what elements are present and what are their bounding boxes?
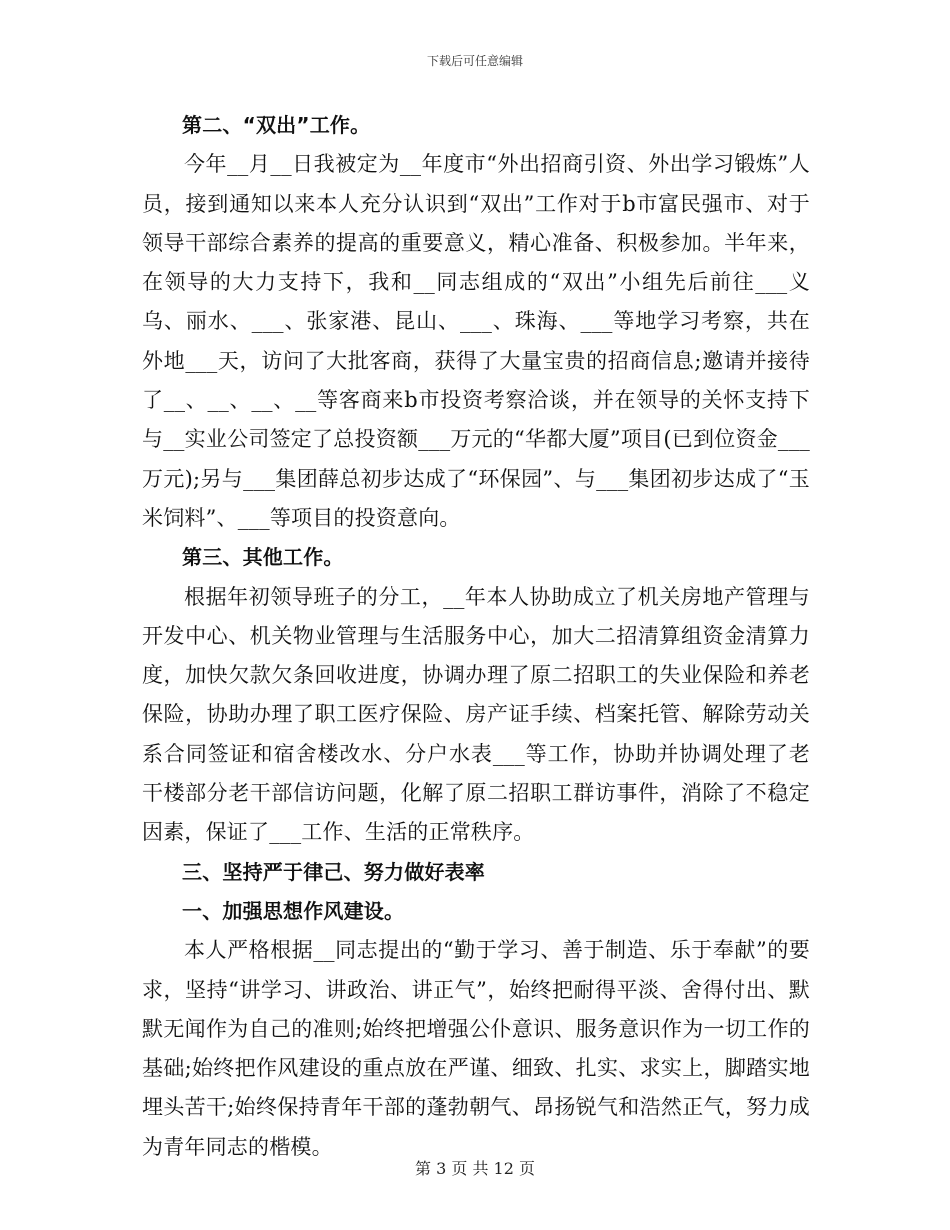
section-heading: 第二、“双出”工作。	[182, 113, 371, 137]
section-heading: 三、坚持严于律己、努力做好表率	[182, 859, 485, 884]
body-paragraph: 根据年初领导班子的分工，__年本人协助成立了机关房地产管理与开发中心、机关物业管理与生活服务中心，加大二招清算组资金清算力度，加快欠款欠条回收进度，协调办理了原二招职工的失业保险和养老保险，协助办理了职工医疗保险、房产证手续、档案托管、解除劳动关系合同签证和宿舍楼改水、分户水表___等工作，协助并协调处理了老干楼部分老干部信访问题，化解了原二招职工群访事件，消除了不稳定因素，保证了___工作、生活的正常秩序。	[142, 584, 810, 845]
body-paragraph: 今年__月__日我被定为__年度市“外出招商引资、外出学习锻炼”人员，接到通知以来本人充分认识到“双出”工作对于b市富民强市、对于领导干部综合素养的提高的重要意义，精心准备、积极参加。半年来，在领导的大力支持下，我和__同志组成的“双出”小组先后前往___义乌、丽水、___、张家港、昆山、___、珠海、___等地学习考察，共在外地___天，访问了大批客商，获得了大量宝贵的招商信息;邀请并接待了__、__、__、__等客商来b市投资考察洽谈，并在领导的关怀支持下与__实业公司签定了总投资额___万元的“华都大厦”项目(已到位资金___万元);另与___集团薛总初步达成了“环保园”、与___集团初步达成了“玉米饲料”、___等项目的投资意向。	[142, 152, 810, 530]
body-paragraph: 本人严格根据__同志提出的“勤于学习、善于制造、乐于奉献”的要求，坚持“讲学习、讲政治、讲正气”，始终把耐得平淡、舍得付出、默默无闻作为自己的准则;始终把增强公仆意识、服务意识作为一切工作的基础;始终把作风建设的重点放在严谨、细致、扎实、求实上，脚踏实地埋头苦干;始终保持青年干部的蓬勃朝气、昂扬锐气和浩然正气，努力成为青年同志的楷模。	[142, 938, 810, 1159]
document-body	[142, 106, 810, 1167]
page-number: 第 3 页 共 12 页	[415, 1159, 535, 1178]
section-heading: 第三、其他工作。	[182, 545, 344, 570]
section-heading: 一、加强思想作风建设。	[182, 898, 405, 923]
page-header-note: 下载后可任意编辑	[426, 54, 523, 68]
